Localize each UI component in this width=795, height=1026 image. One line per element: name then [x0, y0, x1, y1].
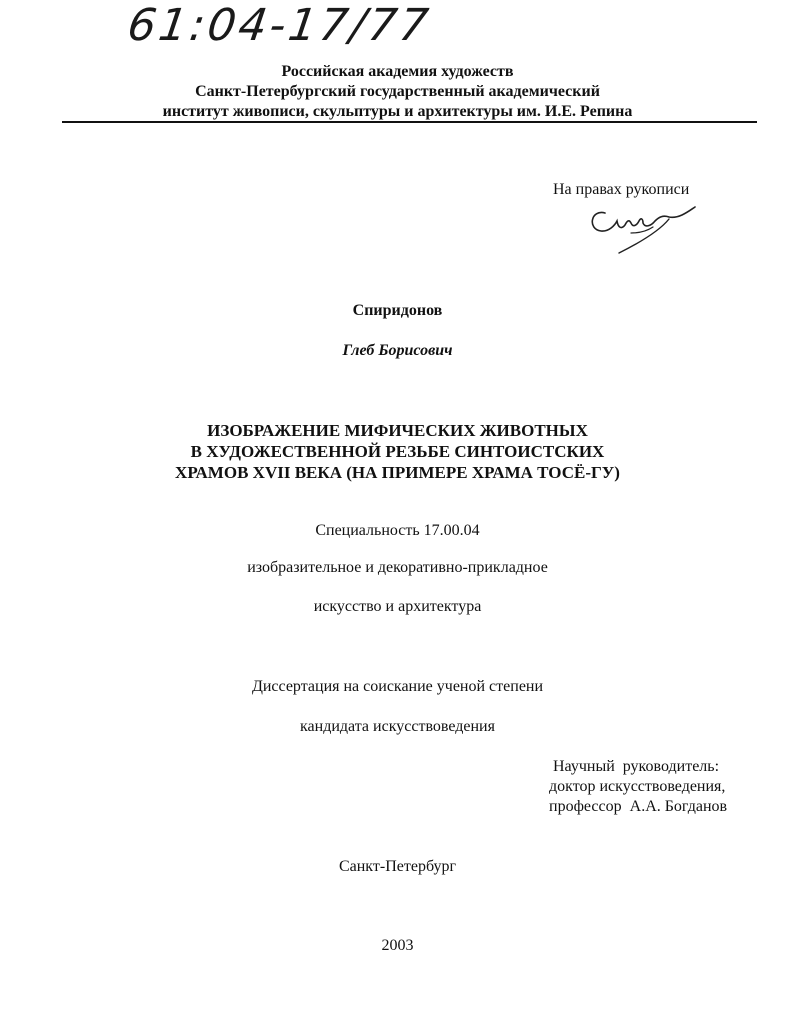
degree-line-2: кандидата искусствоведения — [300, 718, 495, 735]
title-line-3: ХРАМОВ XVII ВЕКА (НА ПРИМЕРЕ ХРАМА ТОСЁ-ГУ) — [175, 463, 620, 482]
author-surname: Спиридонов — [352, 302, 443, 319]
title-line-2: В ХУДОЖЕСТВЕННОЙ РЕЗЬБЕ СИНТОИСТСКИХ — [190, 442, 605, 461]
supervisor-degree: доктор искусствоведения, — [549, 778, 726, 795]
specialty-line-3: искусство и архитектура — [313, 598, 482, 615]
specialty-code: Специальность 17.00.04 — [315, 522, 480, 539]
institution-line-2: Санкт-Петербургский государственный академический — [195, 83, 600, 100]
supervisor-name: профессор А.А. Богданов — [549, 798, 728, 815]
supervisor-label: Научный руководитель: — [553, 758, 720, 775]
specialty-line-2: изобразительное и декоративно-прикладное — [247, 559, 548, 576]
institution-line-1: Российская академия художеств — [281, 63, 514, 80]
institution-line-3: институт живописи, скульптуры и архитектуры им. И.Е. Репина — [162, 103, 633, 120]
signature-icon — [583, 197, 708, 259]
degree-line-1: Диссертация на соискание ученой степени — [251, 678, 544, 695]
author-name: Глеб Борисович — [342, 342, 453, 359]
rights-note: На правах рукописи — [553, 181, 690, 198]
header-divider — [62, 121, 757, 123]
archive-number: 61:04-17/77 — [124, 0, 435, 51]
city: Санкт-Петербург — [338, 858, 457, 875]
title-line-1: ИЗОБРАЖЕНИЕ МИФИЧЕСКИХ ЖИВОТНЫХ — [207, 421, 588, 440]
year: 2003 — [381, 937, 414, 954]
